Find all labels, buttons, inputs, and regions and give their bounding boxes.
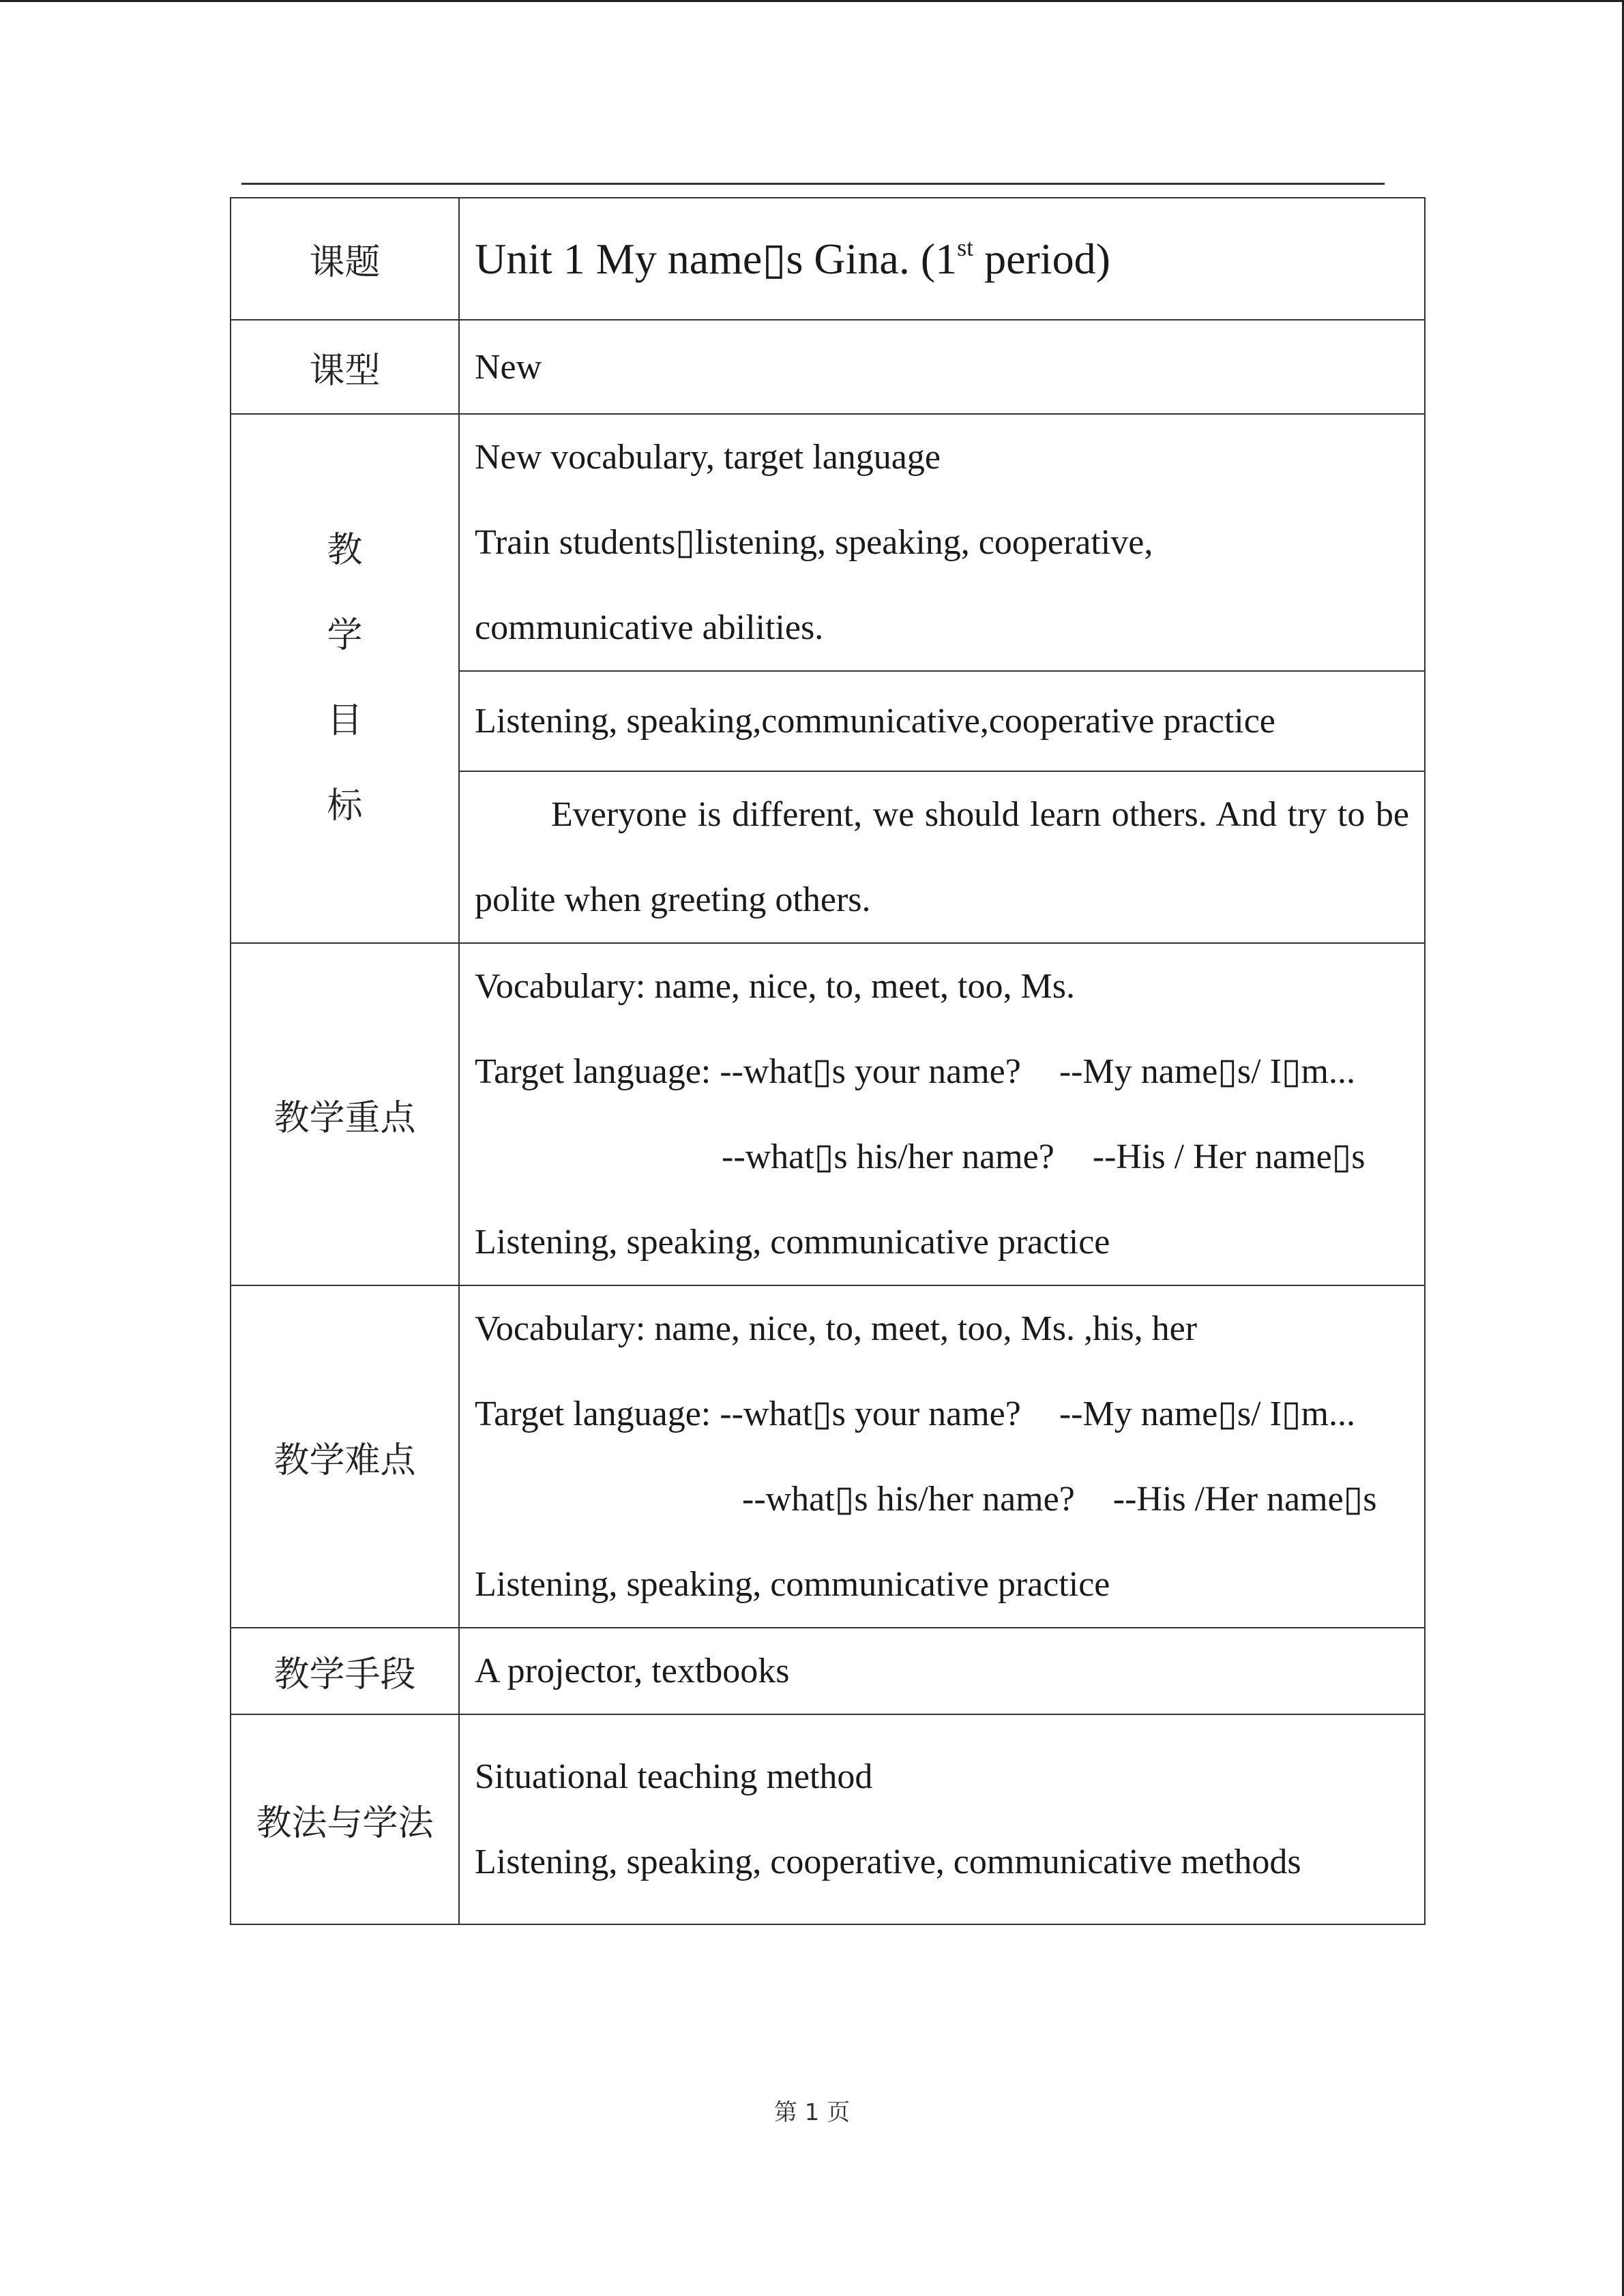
objectives-char-3: 目	[327, 700, 363, 741]
label-key-points: 教学重点	[231, 943, 459, 1285]
difficulties-target-a: Target language: --what▯s your name?	[475, 1395, 1021, 1433]
knowledge-line-2: Train students▯listening, speaking, cooperative,	[475, 523, 1153, 562]
key-points-target-d: --His / Her name▯s	[1092, 1137, 1365, 1176]
type-value: New	[459, 320, 1425, 414]
objectives-emotion	[459, 771, 1425, 943]
row-type	[231, 320, 1425, 414]
label-topic: 课题	[231, 198, 459, 320]
key-points-practice: Listening, speaking, communicative practice	[475, 1223, 1110, 1262]
difficulties-target-line-2	[475, 1457, 1409, 1542]
objectives-char-1: 教	[327, 530, 363, 571]
key-points-target-c: --what▯s his/her name?	[722, 1137, 1054, 1176]
difficulties-target-d: --His /Her name▯s	[1112, 1480, 1377, 1519]
key-points-target-b: --My name▯s/ I▯m...	[1059, 1052, 1355, 1091]
row-means	[231, 1628, 1425, 1714]
row-difficulties	[231, 1285, 1425, 1628]
knowledge-line-3: communicative abilities.	[475, 608, 824, 647]
means-value: A projector, textbooks	[459, 1628, 1425, 1714]
methods-line-2: Listening, speaking, cooperative, communicative methods	[475, 1843, 1301, 1881]
topic-value	[459, 198, 1425, 320]
objectives-char-4: 标	[327, 786, 363, 826]
topic-text-post: period)	[973, 235, 1110, 283]
difficulties-content	[459, 1285, 1425, 1628]
key-points-content	[459, 943, 1425, 1285]
methods-content	[459, 1714, 1425, 1924]
header-rule	[241, 183, 1385, 185]
key-points-target-a: Target language: --what▯s your name?	[475, 1052, 1021, 1091]
objectives-char-2: 学	[327, 615, 363, 656]
difficulties-target-b: --My name▯s/ I▯m...	[1059, 1395, 1355, 1433]
difficulties-target-c: --what▯s his/her name?	[742, 1480, 1075, 1519]
methods-line-1: Situational teaching method	[475, 1757, 873, 1796]
knowledge-line-1: New vocabulary, target language	[475, 438, 941, 477]
label-type: 课型	[231, 320, 459, 414]
key-points-vocab: Vocabulary: name, nice, to, meet, too, Ms.	[475, 967, 1075, 1006]
label-methods: 教法与学法	[231, 1714, 459, 1924]
key-points-target-line-1	[475, 1029, 1409, 1114]
topic-text-pre: Unit 1 My name▯s Gina. (1	[475, 235, 958, 283]
topic-superscript: st	[957, 234, 974, 261]
row-topic	[231, 198, 1425, 320]
page-number: 第 1 页	[773, 2099, 851, 2126]
lesson-plan-table	[230, 197, 1426, 1925]
label-objectives	[231, 414, 459, 943]
difficulties-practice: Listening, speaking, communicative practice	[475, 1565, 1110, 1604]
emotion-text: Everyone is different, we should learn others. And try to be polite when greeting others.	[475, 795, 1409, 919]
difficulties-target-line-1	[475, 1371, 1409, 1457]
row-objectives-knowledge	[231, 414, 1425, 671]
objectives-ability: Listening, speaking,communicative,cooperative practice	[459, 671, 1425, 771]
objectives-knowledge	[459, 414, 1425, 671]
row-key-points	[231, 943, 1425, 1285]
difficulties-vocab: Vocabulary: name, nice, to, meet, too, Ms. ,his, her	[475, 1309, 1198, 1348]
label-means: 教学手段	[231, 1628, 459, 1714]
label-difficulties: 教学难点	[231, 1285, 459, 1628]
key-points-target-line-2	[475, 1114, 1409, 1199]
row-methods	[231, 1714, 1425, 1924]
